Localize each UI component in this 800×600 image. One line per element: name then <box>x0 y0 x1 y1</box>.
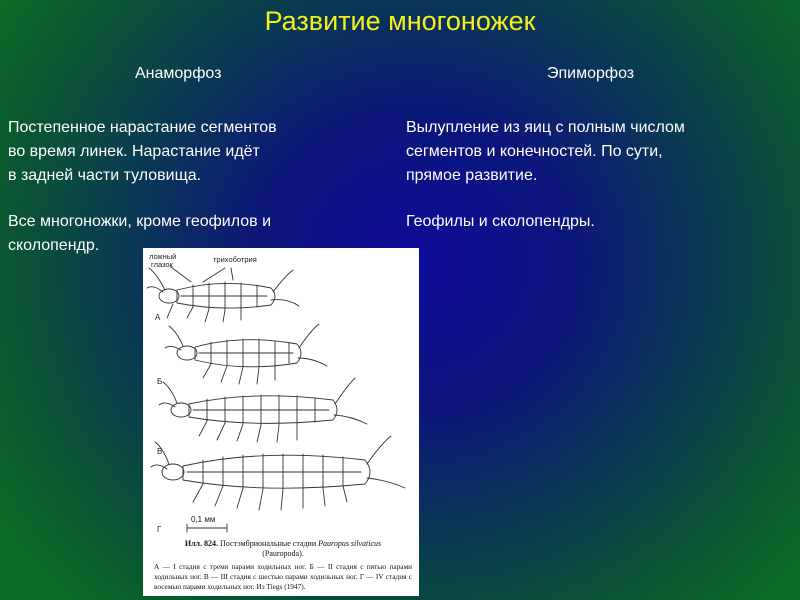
anamorphosis-description-line: во время линек. Нарастание идёт <box>8 143 260 160</box>
stage-g-label: Г <box>157 525 162 534</box>
scale-bar <box>187 524 227 532</box>
caption-title: Постэмбриональные стадии <box>220 539 317 548</box>
larva-stage-v <box>159 378 367 442</box>
trichobothria-pointer <box>203 268 233 282</box>
larva-stage-a <box>147 268 299 322</box>
epimorphosis-description-line: сегментов и конечностей. По сути, <box>406 143 663 160</box>
epimorphosis-column <box>406 116 685 234</box>
figure-caption <box>154 539 412 592</box>
epimorphosis-examples <box>406 210 685 234</box>
false-eye-pointer <box>171 267 191 282</box>
anamorphosis-description <box>8 116 277 188</box>
stage-v-label: В <box>157 447 163 456</box>
anamorphosis-description-line: Постепенное нарастание сегментов <box>8 119 277 136</box>
caption-species: Pauropus silvaticus <box>318 539 382 548</box>
scale-label: 0,1 мм <box>191 515 216 524</box>
caption-description: А — I стадия с тремя парами ходильных ног. Б — II стадия с пятью парами ходильных ног. В — III стадия с шестью парами ходильных ног. Г — IV стадия с восемью парами ходильных ног. Из Tiegs (1947). <box>154 562 412 591</box>
epimorphosis-heading: Эпиморфоз <box>547 65 635 82</box>
caption-group: (Pauropoda). <box>262 549 304 558</box>
stage-b-label: Б <box>157 377 163 386</box>
anamorphosis-examples-line: сколопендр. <box>8 237 100 254</box>
caption-title-line <box>154 539 412 549</box>
slide-title: Развитие многоножек <box>264 6 536 36</box>
stage-a-label: А <box>155 313 161 322</box>
epimorphosis-examples-line: Геофилы и сколопендры. <box>406 213 595 230</box>
larva-drawings <box>147 267 405 532</box>
anamorphosis-examples-line: Все многоножки, кроме геофилов и <box>8 213 272 230</box>
epimorphosis-description-line: прямое развитие. <box>406 167 538 184</box>
caption-number: Илл. 824. <box>184 539 219 548</box>
anamorphosis-column <box>8 116 277 258</box>
epimorphosis-description-line: Вылупление из яиц с полным числом <box>406 119 685 136</box>
anamorphosis-heading: Анаморфоз <box>135 65 222 82</box>
larva-stage-b <box>165 324 327 384</box>
anamorphosis-description-line: в задней части туловища. <box>8 167 202 184</box>
false-eye-label: глазок <box>151 260 173 269</box>
epimorphosis-description <box>406 116 685 188</box>
trichobothria-label: трихоботрия <box>213 255 257 264</box>
pauropus-stages-drawing <box>143 248 419 538</box>
pauropus-stages-figure <box>143 248 419 596</box>
larva-stage-g <box>151 436 405 510</box>
false-eye-label: ложный <box>149 252 177 261</box>
